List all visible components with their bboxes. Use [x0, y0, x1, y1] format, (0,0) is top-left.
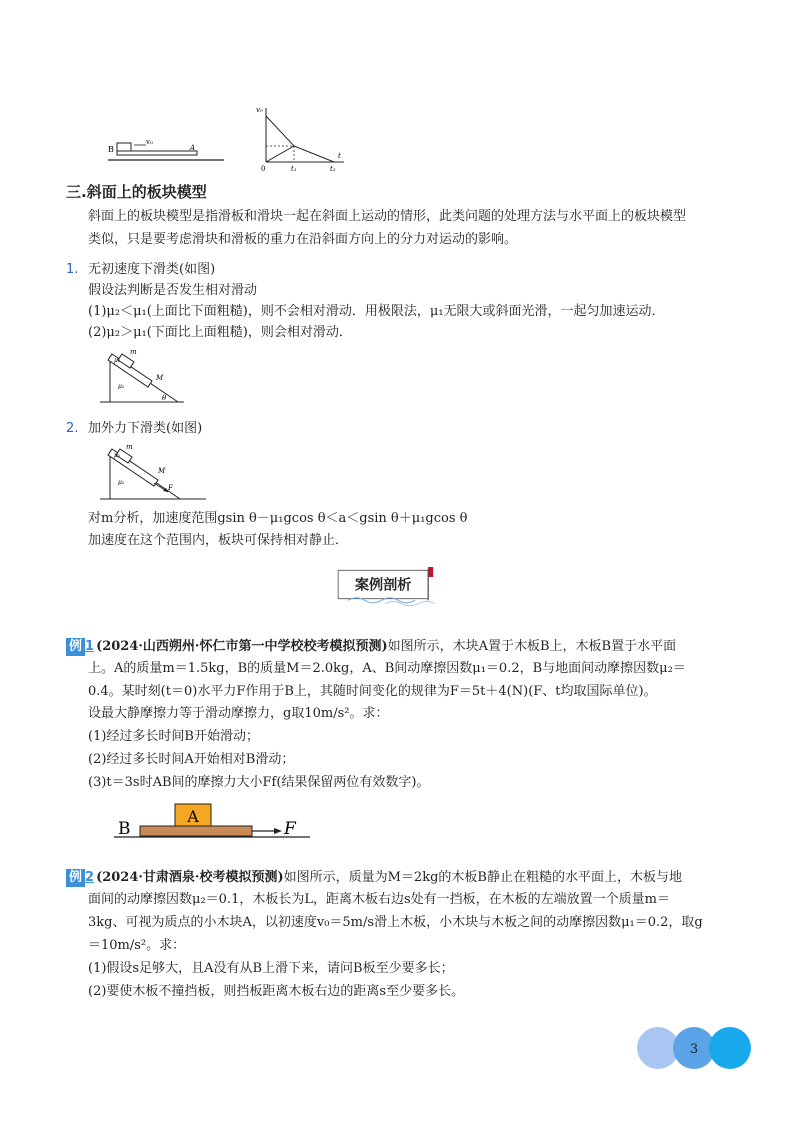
example1-figure: [114, 800, 314, 844]
example2-line1: 如图所示，质量为M＝2kg的木板B静止在粗糙的水平面上，木板与地: [283, 870, 682, 885]
board-B: [140, 826, 252, 836]
fig-label-A: A: [190, 144, 196, 152]
example2-q1: (1)假设s足够大，且A没有从B上滑下来，请问B板至少要多长；: [88, 961, 454, 976]
fig1-label-mu2: μ₂: [118, 383, 125, 390]
section-intro-line2: 类似，只是要考虑滑块和滑板的重力在沿斜面方向上的分力对运动的影响。: [88, 232, 518, 247]
case-analysis-banner: [330, 567, 448, 607]
graph-ylabel: v₀: [256, 106, 263, 114]
fig-label-F: F: [284, 819, 296, 839]
example1-q2: (2)经过多长时间A开始相对B滑动；: [88, 752, 295, 767]
incline-figure-1: [100, 346, 188, 406]
fig1-label-M: M: [156, 374, 164, 382]
example1-line3: 0.4。某时刻(t＝0)水平力F作用于B上，其随时间变化的规律为F＝5t＋4(N)(F、t均取国际单位)。: [88, 684, 657, 699]
banner-text: 案例剖析: [354, 577, 412, 594]
fig1-label-m: m: [130, 348, 137, 356]
item2-title: 加外力下滑类(如图): [88, 421, 203, 436]
item2-line2: 加速度在这个范围内，板块可保持相对静止．: [88, 533, 349, 548]
graph-origin: 0: [261, 165, 266, 173]
example2-q2: (2)要使木板不撞挡板，则挡板距离木板右边的距离s至少要多长。: [88, 984, 465, 999]
fig-label-A: A: [187, 807, 199, 826]
fig-label-B: B: [108, 145, 114, 154]
block-board-figure: [108, 136, 228, 168]
graph-xlabel: t: [338, 152, 341, 160]
example2-line3: 3kg、可视为质点的小木块A，以初速度v₀＝5m/s滑上木板，小木块与木板之间的动摩擦因数μ₁＝0.2，取g: [88, 915, 703, 930]
example2-line2: 面间的动摩擦因数μ₂＝0.1，木板长为L，距离木板右边s处有一挡板，在木板的左端放置一个质量m＝: [88, 892, 670, 907]
fig1-label-theta: θ: [162, 394, 167, 402]
example2-header: [66, 869, 682, 887]
example2-line4: ＝10m/s²。求：: [88, 938, 186, 953]
example2-number: 2: [85, 870, 95, 885]
graph-tick-t2: t₂: [330, 165, 336, 173]
fig2-label-M: M: [158, 467, 166, 475]
item1-title: 无初速度下滑类(如图): [88, 262, 216, 277]
example1-line4: 设最大静摩擦力等于滑动摩擦力，g取10m/s²。求：: [88, 706, 389, 721]
board-A: [117, 151, 197, 155]
velocity-time-graph: [254, 104, 346, 176]
fig2-label-m: m: [126, 443, 133, 451]
fig-label-v0: v₀: [146, 138, 153, 146]
item1-line3: (2)μ₂＞μ₁(下面比上面粗糙)，则会相对滑动．: [88, 325, 352, 340]
section-heading: 三.斜面上的板块模型: [66, 183, 207, 201]
fig1-label-mu1: μ₁: [114, 357, 121, 364]
example1-line2: 上。A的质量m＝1.5kg，B的质量M＝2.0kg，A、B间动摩擦因数μ₁＝0.2，B与地面间动摩擦因数μ₂＝: [88, 661, 686, 676]
page-number: 3: [689, 1042, 699, 1057]
fig2-label-F: F: [168, 484, 173, 492]
fig-label-B: B: [118, 819, 131, 839]
item1-line2: (1)μ₂＜μ₁(上面比下面粗糙)，则不会相对滑动．用极限法，μ₁无限大或斜面光滑，一起匀加速运动．: [88, 304, 665, 319]
item2-number: 2.: [66, 421, 79, 436]
section-intro-line1: 斜面上的板块模型是指滑板和滑块一起在斜面上运动的情形，此类问题的处理方法与水平面上的板块模型: [88, 209, 687, 224]
example1-q1: (1)经过多长时间B开始滑动；: [88, 729, 259, 744]
example1-number: 1: [85, 639, 95, 654]
incline-figure-2: [100, 443, 210, 503]
example1-q3: (3)t＝3s时AB间的摩擦力大小Ff(结果保留两位有效数字)。: [88, 775, 430, 790]
fig2-label-mu1: μ₁: [114, 452, 121, 459]
item1-line1: 假设法判断是否发生相对滑动: [88, 283, 258, 298]
example2-source: (2024·甘肃酒泉·校考模拟预测): [96, 870, 284, 885]
page-number-badge: [636, 1026, 754, 1070]
item2-line1: 对m分析，加速度范围gsin θ－μ₁gcos θ＜a＜gsin θ＋μ₁gcos θ: [88, 511, 468, 526]
item1-number: 1.: [66, 262, 79, 277]
example1-header: [66, 638, 676, 656]
example2-tag: 例: [66, 869, 85, 887]
graph-tick-t1: t₁: [291, 165, 297, 173]
example1-source: (2024·山西朔州·怀仁市第一中学校校考模拟预测): [96, 639, 388, 654]
example1-line1: 如图所示，木块A置于木板B上，木板B置于水平面: [387, 639, 677, 654]
fig2-label-mu2: μ₂: [118, 479, 125, 486]
example1-tag: 例: [66, 638, 85, 656]
